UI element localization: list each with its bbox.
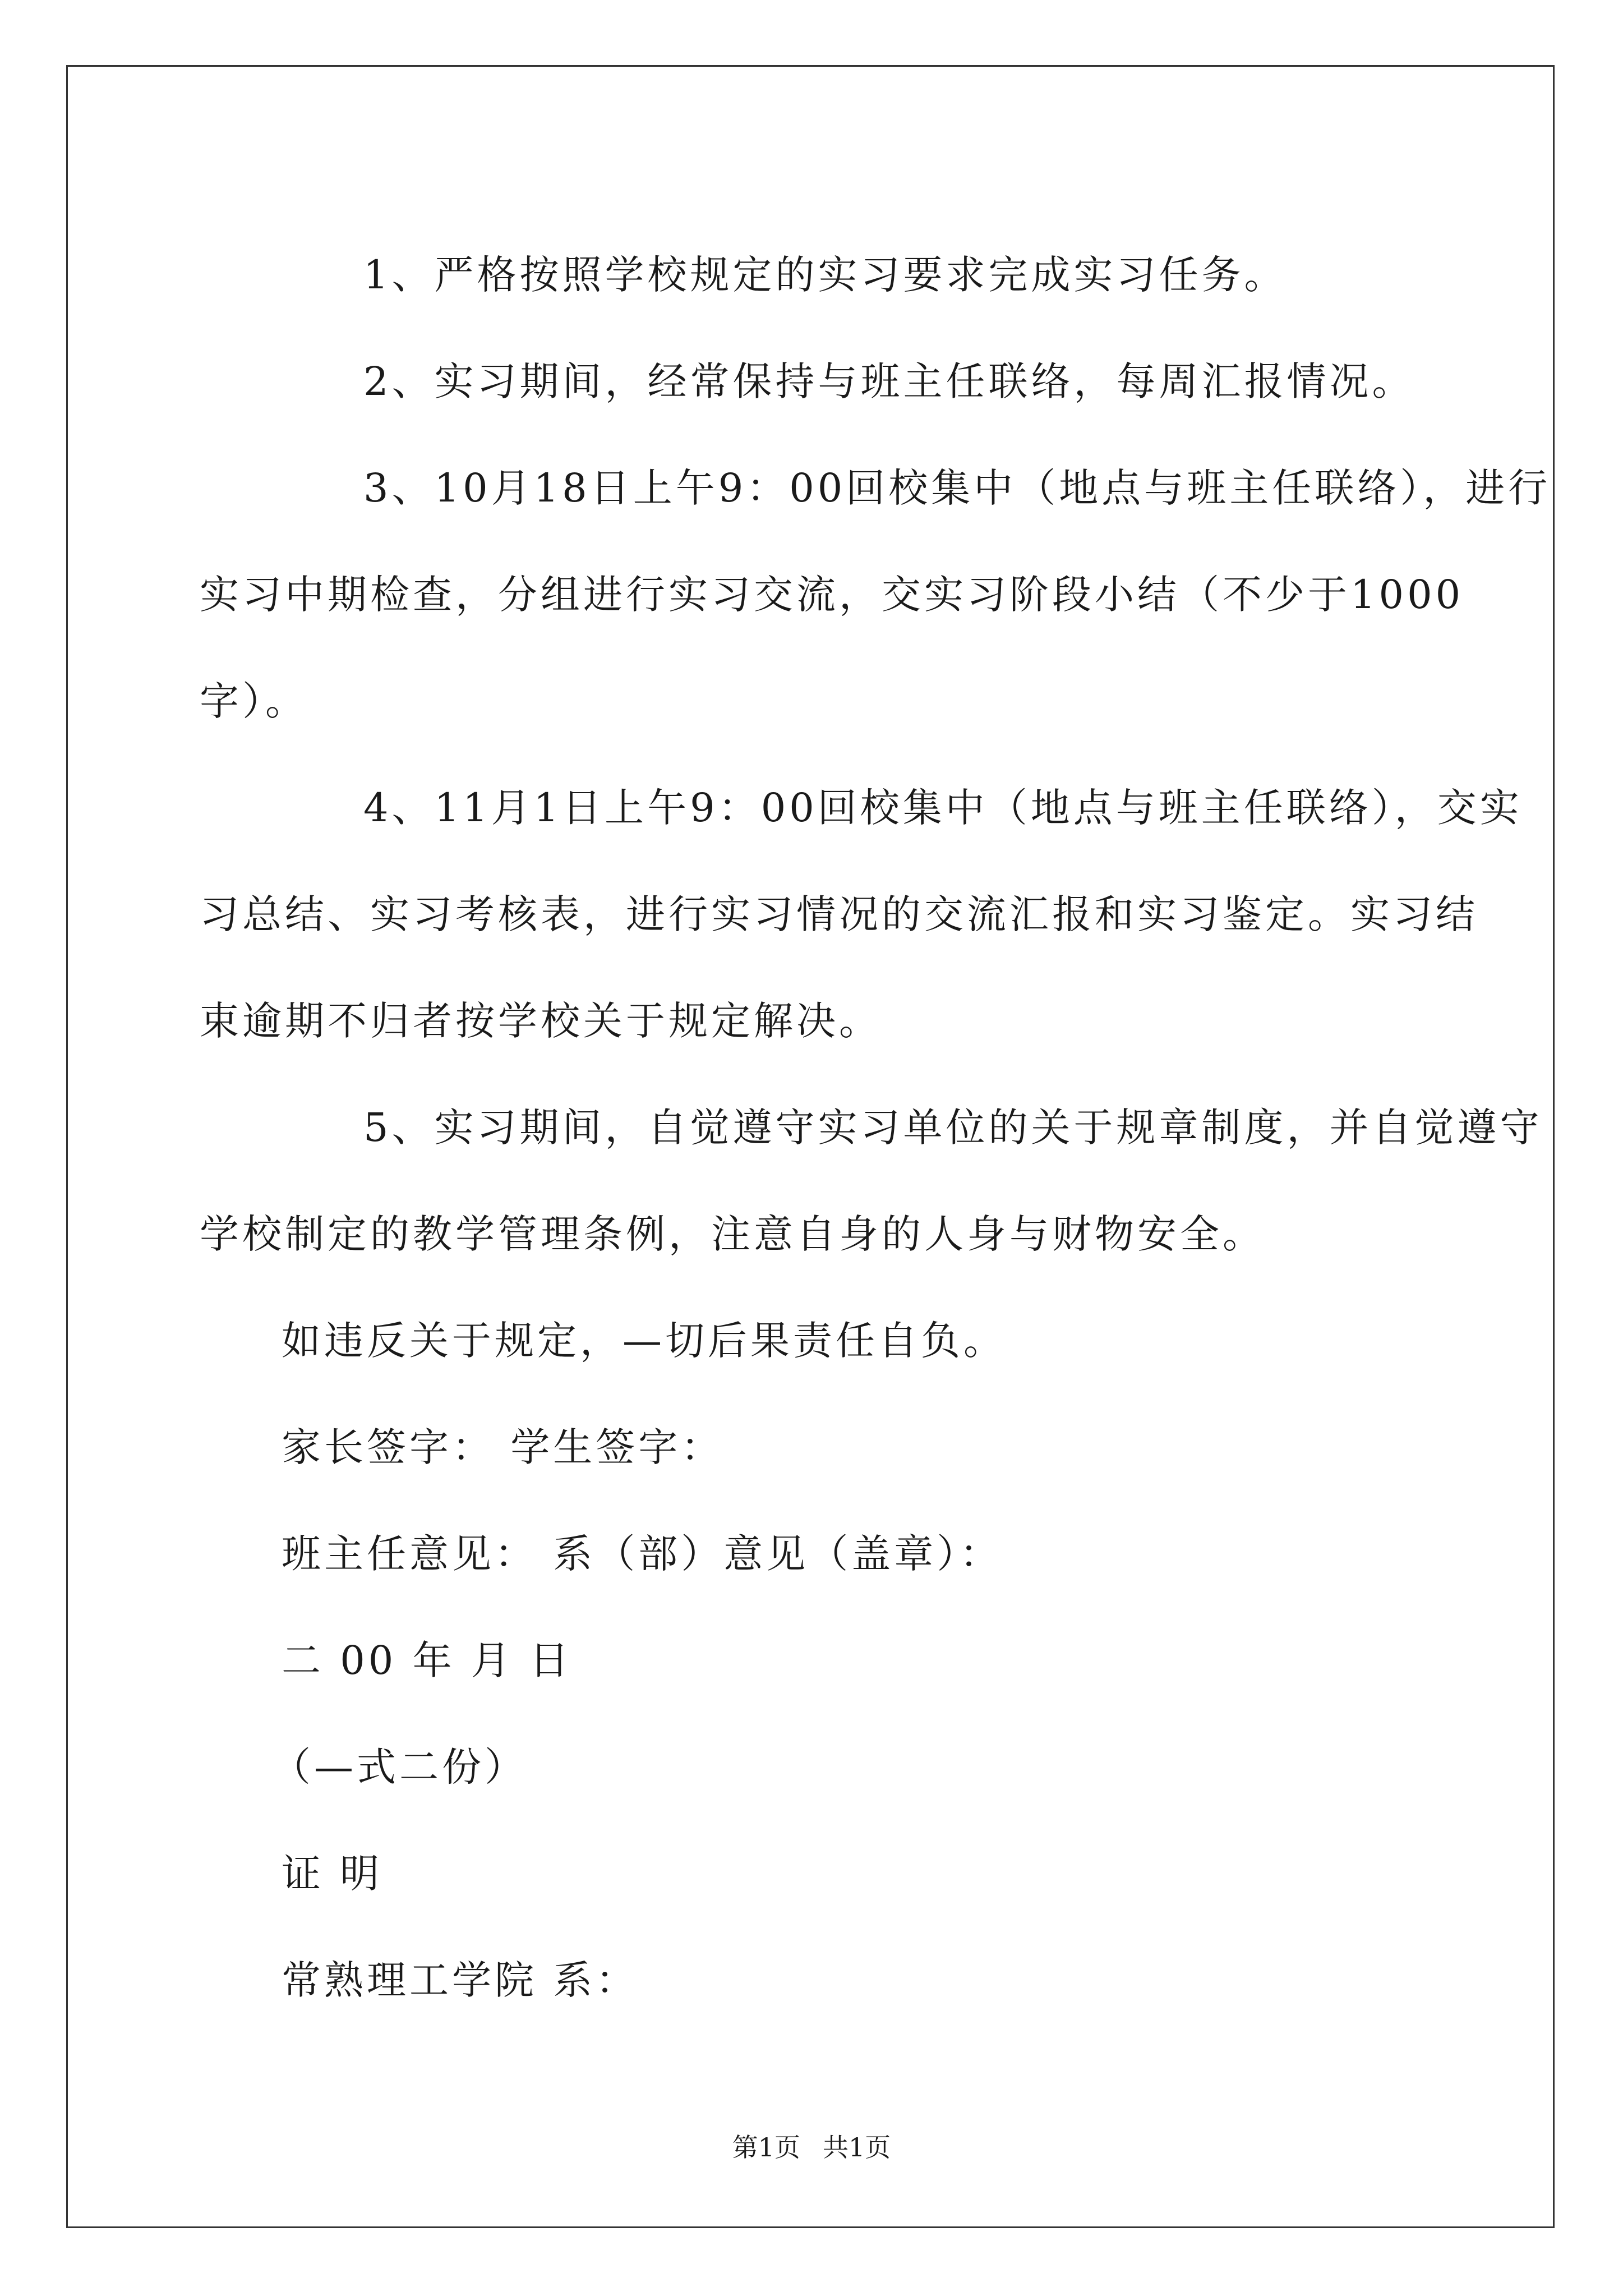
item-number: 5、 [363, 1105, 435, 1151]
warning-line: 如违反关于规定，—切后果责任自负。 [282, 1318, 1006, 1364]
item-number: 2、 [363, 358, 435, 404]
list-item-3-line-3: 字）。 [200, 678, 308, 724]
document-body [200, 222, 1551, 2033]
signature-line-teacher-department: 班主任意见： 系（部）意见（盖章）： [282, 1531, 1003, 1577]
signature-line-parent-student: 家长签字： 学生签字： [282, 1424, 724, 1470]
item-text: 严格按照学校规定的实习要求完成实习任务。 [434, 252, 1287, 298]
item-text: 实习期间，自觉遵守实习单位的关于规章制度，并自觉遵守 [434, 1105, 1543, 1151]
item-text: 11月1日上午9：00回校集中（地点与班主任联络），交实 [434, 785, 1523, 831]
list-item-4-line-2: 习总结、实习考核表，进行实习情况的交流汇报和实习鉴定。实习结 [200, 891, 1478, 937]
item-text: 实习期间，经常保持与班主任联络，每周汇报情况。 [434, 358, 1415, 404]
date-line: 二 00 年 月 日 [282, 1637, 573, 1683]
certificate-heading: 证 明 [282, 1851, 383, 1897]
list-item-2 [200, 328, 1433, 435]
addressee-line: 常熟理工学院 系： [282, 1957, 639, 2003]
page-total: 共1页 [823, 2132, 891, 2162]
item-number: 4、 [363, 785, 435, 831]
list-item-4-line-3: 束逾期不归者按学校关于规定解决。 [200, 998, 882, 1044]
list-item-5 [200, 1074, 1543, 1181]
item-number: 3、 [363, 465, 435, 511]
page-footer [0, 2127, 1623, 2164]
item-text: 10月18日上午9：00回校集中（地点与班主任联络），进行 [434, 465, 1551, 511]
list-item-5-line-2: 学校制定的教学管理条例，注意自身的人身与财物安全。 [200, 1211, 1265, 1257]
copies-note: （—式二份） [271, 1744, 527, 1790]
list-item-3 [200, 435, 1551, 541]
page-number: 第1页 [732, 2132, 800, 2162]
list-item-1 [200, 222, 1433, 328]
list-item-4 [200, 754, 1523, 861]
item-number: 1、 [363, 252, 435, 298]
list-item-3-line-2: 实习中期检查，分组进行实习交流，交实习阶段小结（不少于1000 [200, 572, 1464, 618]
